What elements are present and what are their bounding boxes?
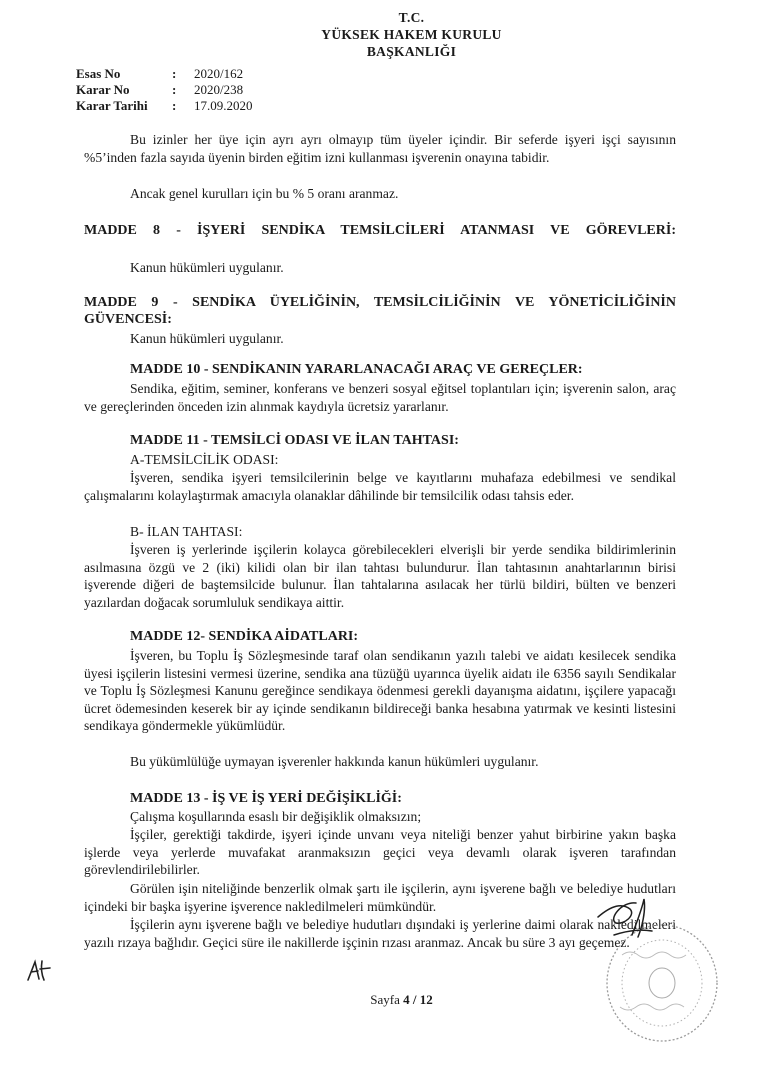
meta-colon: : bbox=[172, 66, 177, 81]
meta-esas-row bbox=[76, 66, 243, 82]
article-11-subheading-b: B- İLAN TAHTASI: bbox=[130, 524, 243, 539]
signature-initials-icon bbox=[24, 958, 54, 984]
header-institution: YÜKSEK HAKEM KURULU bbox=[321, 27, 502, 42]
meta-karar-row bbox=[76, 82, 243, 98]
header-tc: T.C. bbox=[398, 10, 425, 25]
article-11-text-b: İşveren iş yerlerinde işçilerin kolayca görebilecekleri elverişli bir yerde sendika bildirimlerinin asılmasına özgü ve 2 (iki) kilidi olan bir ilan tahtası bulundurur. İlan tahtasının anahtarlarının birisi işverende diğeri de baştemsilcide bulunur. İlan tahtalarına asılacak her türlü bildiri, bülten ve benzeri yazılardan doğacak sorumluluk sendikaya aittir. bbox=[84, 542, 676, 610]
article-13-text-3: Görülen işin niteliğinde benzerlik olmak şartı ile işçilerin, aynı işverene bağlı ve belediye hudutları içindeki bir başka işyerine işverence nakledilmeleri mümkündür. bbox=[84, 881, 676, 914]
paragraph-education-leave: Bu izinler her üye için ayrı ayrı olmayıp tüm üyeler içindir. Bir seferde işyeri işçi sayısının %5’inden fazla sayıda üyenin birden eğitim izni kullanması işverenin onayına tabidir. bbox=[84, 132, 676, 165]
meta-karar-label: Karar No bbox=[76, 82, 130, 97]
article-11-title: MADDE 11 - TEMSİLCİ ODASI VE İLAN TAHTASI: bbox=[130, 433, 459, 448]
article-8-text: Kanun hükümleri uygulanır. bbox=[130, 260, 284, 275]
meta-tarih-row bbox=[76, 98, 253, 114]
article-11-text-a: İşveren, sendika işyeri temsilcilerinin belge ve kayıtlarını muhafaza edebilmesi ve sendikal çalışmalarını kolaylaştırmak amacıyla olanaklar dâhilinde bir temsilcilik odası tahsis eder. bbox=[84, 470, 676, 503]
page-label: Sayfa bbox=[370, 992, 400, 1007]
article-13-title: MADDE 13 - İŞ VE İŞ YERİ DEĞİŞİKLİĞİ: bbox=[130, 791, 402, 806]
article-12-text-2: Bu yükümlülüğe uymayan işverenler hakkında kanun hükümleri uygulanır. bbox=[130, 754, 539, 769]
meta-colon: : bbox=[172, 82, 177, 97]
header-presidency: BAŞKANLIĞI bbox=[366, 44, 457, 59]
article-10-title: MADDE 10 - SENDİKANIN YARARLANACAĞI ARAÇ VE GEREÇLER: bbox=[130, 362, 583, 377]
article-10-text: Sendika, eğitim, seminer, konferans ve benzeri sosyal eğitsel toplantıları için; işverenin salon, araç ve gereçlerinden önceden izin alınmak kaydıyla ücretsiz yararlanır. bbox=[84, 381, 676, 414]
article-13-text-4: İşçilerin aynı işverene bağlı ve belediye hudutları dışındaki iş yerlerine daimi olarak nakledilmeleri yazılı rızaya bağlıdır. Geçici süre ile nakillerde işçinin rızası aranmaz. Ancak bu süre 3 ayı geçemez. bbox=[84, 917, 676, 950]
meta-karar-value: 2020/238 bbox=[194, 82, 244, 97]
article-13-text-1: Çalışma koşullarında esaslı bir değişiklik olmaksızın; bbox=[130, 809, 422, 824]
article-9-text: Kanun hükümleri uygulanır. bbox=[130, 331, 284, 346]
meta-tarih-label: Karar Tarihi bbox=[76, 98, 148, 113]
meta-esas-value: 2020/162 bbox=[194, 66, 244, 81]
page-total: 12 bbox=[419, 992, 433, 1007]
meta-esas-label: Esas No bbox=[76, 66, 121, 81]
meta-colon: : bbox=[172, 98, 177, 113]
page-current: 4 bbox=[403, 992, 410, 1007]
article-13-text-2: İşçiler, gerektiği takdirde, işyeri içinde unvanı veya niteliği benzer yahut birbirine yakın başka işlerde veya yerlerde muvafakat aranmaksızın geçici veya devamlı olarak işveren tarafından görevlendirilebilirler. bbox=[84, 827, 676, 878]
article-12-title: MADDE 12- SENDİKA AİDATLARI: bbox=[130, 629, 359, 644]
page-separator: / bbox=[412, 992, 417, 1007]
article-9-title: MADDE 9 - SENDİKA ÜYELİĞİNİN, TEMSİLCİLİĞİNİN VE YÖNETİCİLİĞİNİN GÜVENCESİ: bbox=[84, 295, 676, 327]
article-12-text: İşveren, bu Toplu İş Sözleşmesinde taraf olan sendikanın yazılı talebi ve aidatı kesilecek sendika üyesi işçilerin listesini vermesi üzerine, sendika ana tüzüğü uyarınca üyelik aidatı ile 6356 sayılı Sendikalar ve Toplu İş Sözleşmesi Kanunu gereğince sendikaya ödenmesi gerekli dayanışma aidatını, işçilere yapacağı ücret ödemesinden keserek bir ay içinde sendikanın bildireceği banka hesabına yatırmak ve kesinti listesini sendikaya göndermekle yükümlüdür. bbox=[84, 648, 676, 734]
paragraph-general-assembly: Ancak genel kurulları için bu % 5 oranı aranmaz. bbox=[130, 186, 399, 201]
official-stamp-icon bbox=[592, 895, 742, 1055]
article-11-subheading-a: A-TEMSİLCİLİK ODASI: bbox=[130, 452, 279, 467]
meta-tarih-value: 17.09.2020 bbox=[194, 98, 253, 113]
article-8-title: MADDE 8 - İŞYERİ SENDİKA TEMSİLCİLERİ ATANMASI VE GÖREVLERİ: bbox=[84, 223, 676, 238]
